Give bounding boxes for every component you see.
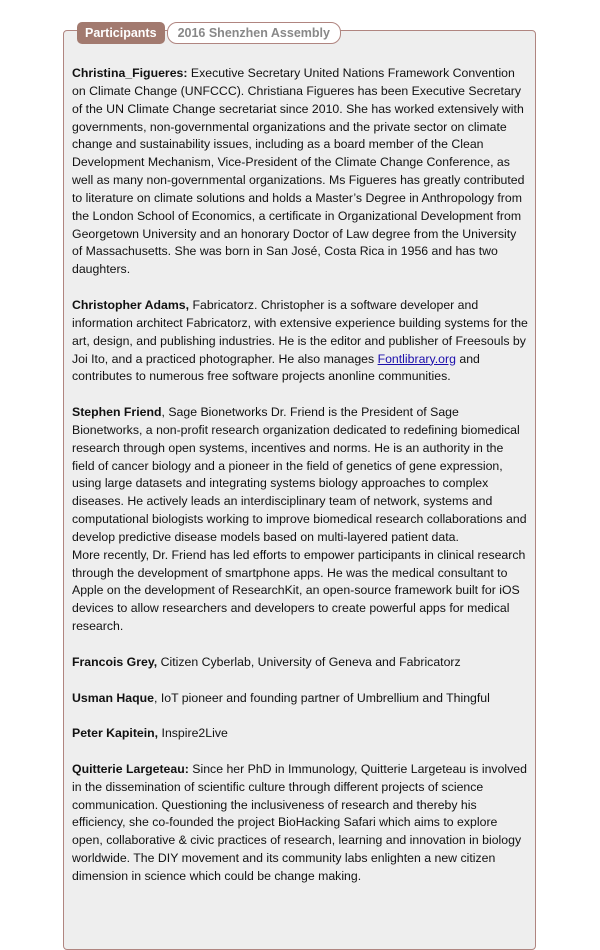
participant-name: Peter Kapitein, [72,726,159,741]
tab-2016-shenzhen-assembly[interactable]: 2016 Shenzhen Assembly [167,22,341,44]
participant-entry-stephen-friend [72,404,528,636]
participant-name: Quitterie Largeteau: [72,761,189,776]
participant-bio [72,690,528,708]
tab-bar [77,22,341,44]
participant-bio [72,65,528,279]
participant-description: Since her PhD in Immunology, Quitterie Largeteau is involved in the dissemination of scientific culture through different projects of science communication. Questioning the inclusiveness of research and thereby his efficiency, she co-founded the project BioHacking Safari which aims to explore open, collaborative & civic practices of research, learning and innovation in biology worldwide. The DIY movement and its community labs enlighten a new citizen dimension in science which could be change making. [72,761,527,883]
participant-entry-christopher-adams [72,297,528,386]
tab-participants[interactable]: Participants [77,22,165,44]
participant-description-continued: and contributes to numerous free software projects anonline communities. [72,351,480,384]
participant-name: Christina_Figueres: [72,66,188,80]
participant-entry-christina-figueres [72,65,528,279]
participant-bio [72,654,528,672]
participant-description: , Sage Bionetworks Dr. Friend is the President of Sage Bionetworks, a non-profit research organization dedicated to redefining biomedical research through open systems, incentives and norms. He is an authority in the field of cancer biology and a pioneer in the field of genetics of gene expression, using large datasets and integrating systems biology approaches to complex diseases. He actively leads an interdisciplinary team of network, systems and computational biologists working to improve biomedical research collaborations and develop predictive disease models based on multi-layered patient data. [72,405,527,544]
participant-name: Christopher Adams, [72,297,190,312]
participant-entry-quitterie-largeteau [72,761,528,886]
participant-entry-francois-grey [72,654,528,672]
participant-description: Citizen Cyberlab, University of Geneva and Fabricatorz [157,654,461,669]
participant-bio [72,404,528,547]
participants-list [72,65,528,904]
participant-bio-paragraph-2: More recently, Dr. Friend has led efforts to empower participants in clinical research through the development of smartphone apps. He was the medical consultant to Apple on the development of ResearchKit, an open-source framework built for iOS devices to allow researchers and developers to create powerful apps for medical research. [72,547,526,634]
participant-description: Executive Secretary United Nations Framework Convention on Climate Change (UNFCCC). Christiana Figueres has been Executive Secretary of the UN Climate Change secretariat since 2010. She has worked extensively with governments, non-governmental organizations and the private sector on climate change and sustainability issues, including as a board member of the Clean Development Mechanism, Vice-President of the Climate Change Conference, as well as many non-governmental organizations. Ms Figueres has greatly contributed to literature on climate solutions and holds a Master’s Degree in Anthropology from the London School of Economics, a certificate in Organizational Development from Georgetown University and an honorary Doctor of Law degree from the University of Massachusetts. She was born in San José, Costa Rica in 1956 and has two daughters. [72,66,525,277]
participant-description: , IoT pioneer and founding partner of Umbrellium and Thingful [154,690,490,705]
participant-entry-peter-kapitein [72,725,528,743]
participant-entry-usman-haque [72,690,528,708]
fontlibrary-link[interactable]: Fontlibrary.org [377,351,456,366]
participant-name: Usman Haque [72,690,155,705]
participant-bio [72,761,528,886]
participant-description: Inspire2Live [158,726,228,741]
participant-name: Francois Grey, [72,654,158,669]
participant-bio [72,297,528,386]
participant-bio [72,725,528,743]
participant-description: Fabricatorz. Christopher is a software developer and information architect Fabricatorz, with extensive experience building systems for the art, design, and publishing industries. He is the editor and publisher of Freesouls by Joi Ito, and a practiced photographer. He also manages [72,297,528,366]
participant-name: Stephen Friend [72,405,162,420]
